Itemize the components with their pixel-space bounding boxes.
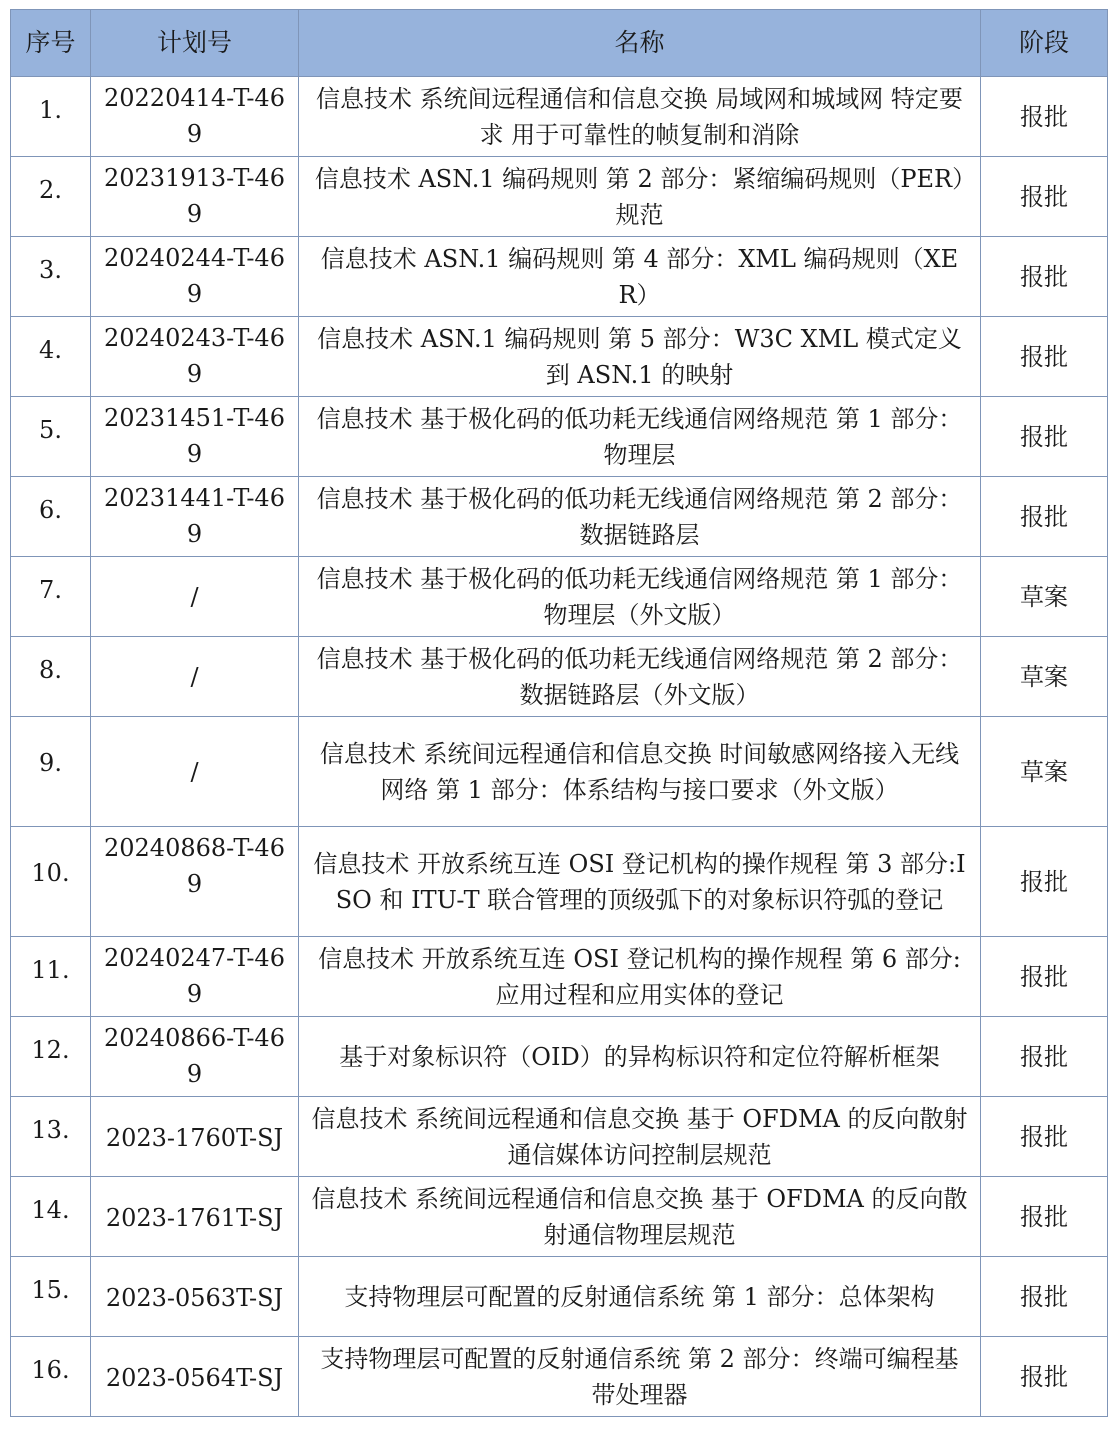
header-no: 序号 — [11, 10, 91, 77]
standards-table — [10, 9, 1108, 1417]
row-number: 4. — [11, 317, 91, 397]
standard-name: 基于对象标识符（OID）的异构标识符和定位符解析框架 — [299, 1017, 981, 1097]
standard-name: 支持物理层可配置的反射通信系统 第 2 部分：终端可编程基带处理器 — [299, 1337, 981, 1417]
table-row — [11, 477, 1108, 557]
stage-status: 报批 — [981, 397, 1108, 477]
table-row — [11, 827, 1108, 937]
table-row — [11, 937, 1108, 1017]
row-number: 6. — [11, 477, 91, 557]
standard-name: 信息技术 ASN.1 编码规则 第 5 部分：W3C XML 模式定义到 ASN.1 的映射 — [299, 317, 981, 397]
table-row — [11, 317, 1108, 397]
stage-status: 报批 — [981, 1177, 1108, 1257]
row-number: 3. — [11, 237, 91, 317]
stage-status: 报批 — [981, 937, 1108, 1017]
stage-status: 报批 — [981, 1097, 1108, 1177]
standard-name: 支持物理层可配置的反射通信系统 第 1 部分：总体架构 — [299, 1257, 981, 1337]
row-number: 11. — [11, 937, 91, 1017]
table-row — [11, 557, 1108, 637]
table-row — [11, 1177, 1108, 1257]
header-row — [11, 10, 1108, 77]
row-number: 9. — [11, 717, 91, 827]
table-row — [11, 77, 1108, 157]
table-row — [11, 237, 1108, 317]
row-number: 13. — [11, 1097, 91, 1177]
row-number: 15. — [11, 1257, 91, 1337]
row-number: 10. — [11, 827, 91, 937]
plan-number: 20240244-T-469 — [91, 237, 299, 317]
standard-name: 信息技术 系统间远程通信和信息交换 局域网和城域网 特定要求 用于可靠性的帧复制和消除 — [299, 77, 981, 157]
row-number: 7. — [11, 557, 91, 637]
standard-name: 信息技术 系统间远程通信和信息交换 时间敏感网络接入无线网络 第 1 部分：体系结构与接口要求（外文版） — [299, 717, 981, 827]
plan-number: 2023-1760T-SJ — [91, 1097, 299, 1177]
stage-status: 报批 — [981, 77, 1108, 157]
standard-name: 信息技术 系统间远程通和信息交换 基于 OFDMA 的反向散射通信媒体访问控制层规范 — [299, 1097, 981, 1177]
plan-number: 20240247-T-469 — [91, 937, 299, 1017]
stage-status: 报批 — [981, 157, 1108, 237]
header-plan: 计划号 — [91, 10, 299, 77]
plan-number: / — [91, 717, 299, 827]
table-row — [11, 1017, 1108, 1097]
row-number: 14. — [11, 1177, 91, 1257]
stage-status: 报批 — [981, 477, 1108, 557]
stage-status: 报批 — [981, 1017, 1108, 1097]
table-row — [11, 1337, 1108, 1417]
table-row — [11, 1257, 1108, 1337]
row-number: 1. — [11, 77, 91, 157]
table-row — [11, 157, 1108, 237]
stage-status: 报批 — [981, 1337, 1108, 1417]
table-row — [11, 637, 1108, 717]
plan-number: / — [91, 637, 299, 717]
stage-status: 草案 — [981, 717, 1108, 827]
table-row — [11, 1097, 1108, 1177]
row-number: 5. — [11, 397, 91, 477]
table-row — [11, 397, 1108, 477]
plan-number: 20231913-T-469 — [91, 157, 299, 237]
stage-status: 草案 — [981, 637, 1108, 717]
standard-name: 信息技术 系统间远程通信和信息交换 基于 OFDMA 的反向散射通信物理层规范 — [299, 1177, 981, 1257]
plan-number: 2023-0564T-SJ — [91, 1337, 299, 1417]
standard-name: 信息技术 基于极化码的低功耗无线通信网络规范 第 1 部分：物理层（外文版） — [299, 557, 981, 637]
plan-number: 2023-1761T-SJ — [91, 1177, 299, 1257]
plan-number: 2023-0563T-SJ — [91, 1257, 299, 1337]
row-number: 12. — [11, 1017, 91, 1097]
standard-name: 信息技术 开放系统互连 OSI 登记机构的操作规程 第 6 部分:应用过程和应用实体的登记 — [299, 937, 981, 1017]
stage-status: 草案 — [981, 557, 1108, 637]
plan-number: 20231441-T-469 — [91, 477, 299, 557]
standard-name: 信息技术 ASN.1 编码规则 第 2 部分：紧缩编码规则（PER）规范 — [299, 157, 981, 237]
plan-number: 20240866-T-469 — [91, 1017, 299, 1097]
plan-number: 20231451-T-469 — [91, 397, 299, 477]
table-row — [11, 717, 1108, 827]
standard-name: 信息技术 开放系统互连 OSI 登记机构的操作规程 第 3 部分:ISO 和 ITU-T 联合管理的顶级弧下的对象标识符弧的登记 — [299, 827, 981, 937]
header-name: 名称 — [299, 10, 981, 77]
row-number: 8. — [11, 637, 91, 717]
stage-status: 报批 — [981, 827, 1108, 937]
stage-status: 报批 — [981, 1257, 1108, 1337]
row-number: 16. — [11, 1337, 91, 1417]
stage-status: 报批 — [981, 317, 1108, 397]
plan-number: 20240243-T-469 — [91, 317, 299, 397]
standard-name: 信息技术 基于极化码的低功耗无线通信网络规范 第 2 部分：数据链路层（外文版） — [299, 637, 981, 717]
plan-number: 20240868-T-469 — [91, 827, 299, 937]
standard-name: 信息技术 ASN.1 编码规则 第 4 部分：XML 编码规则（XER） — [299, 237, 981, 317]
plan-number: / — [91, 557, 299, 637]
plan-number: 20220414-T-469 — [91, 77, 299, 157]
row-number: 2. — [11, 157, 91, 237]
standard-name: 信息技术 基于极化码的低功耗无线通信网络规范 第 2 部分：数据链路层 — [299, 477, 981, 557]
stage-status: 报批 — [981, 237, 1108, 317]
standard-name: 信息技术 基于极化码的低功耗无线通信网络规范 第 1 部分：物理层 — [299, 397, 981, 477]
table-body — [11, 77, 1108, 1417]
header-stage: 阶段 — [981, 10, 1108, 77]
